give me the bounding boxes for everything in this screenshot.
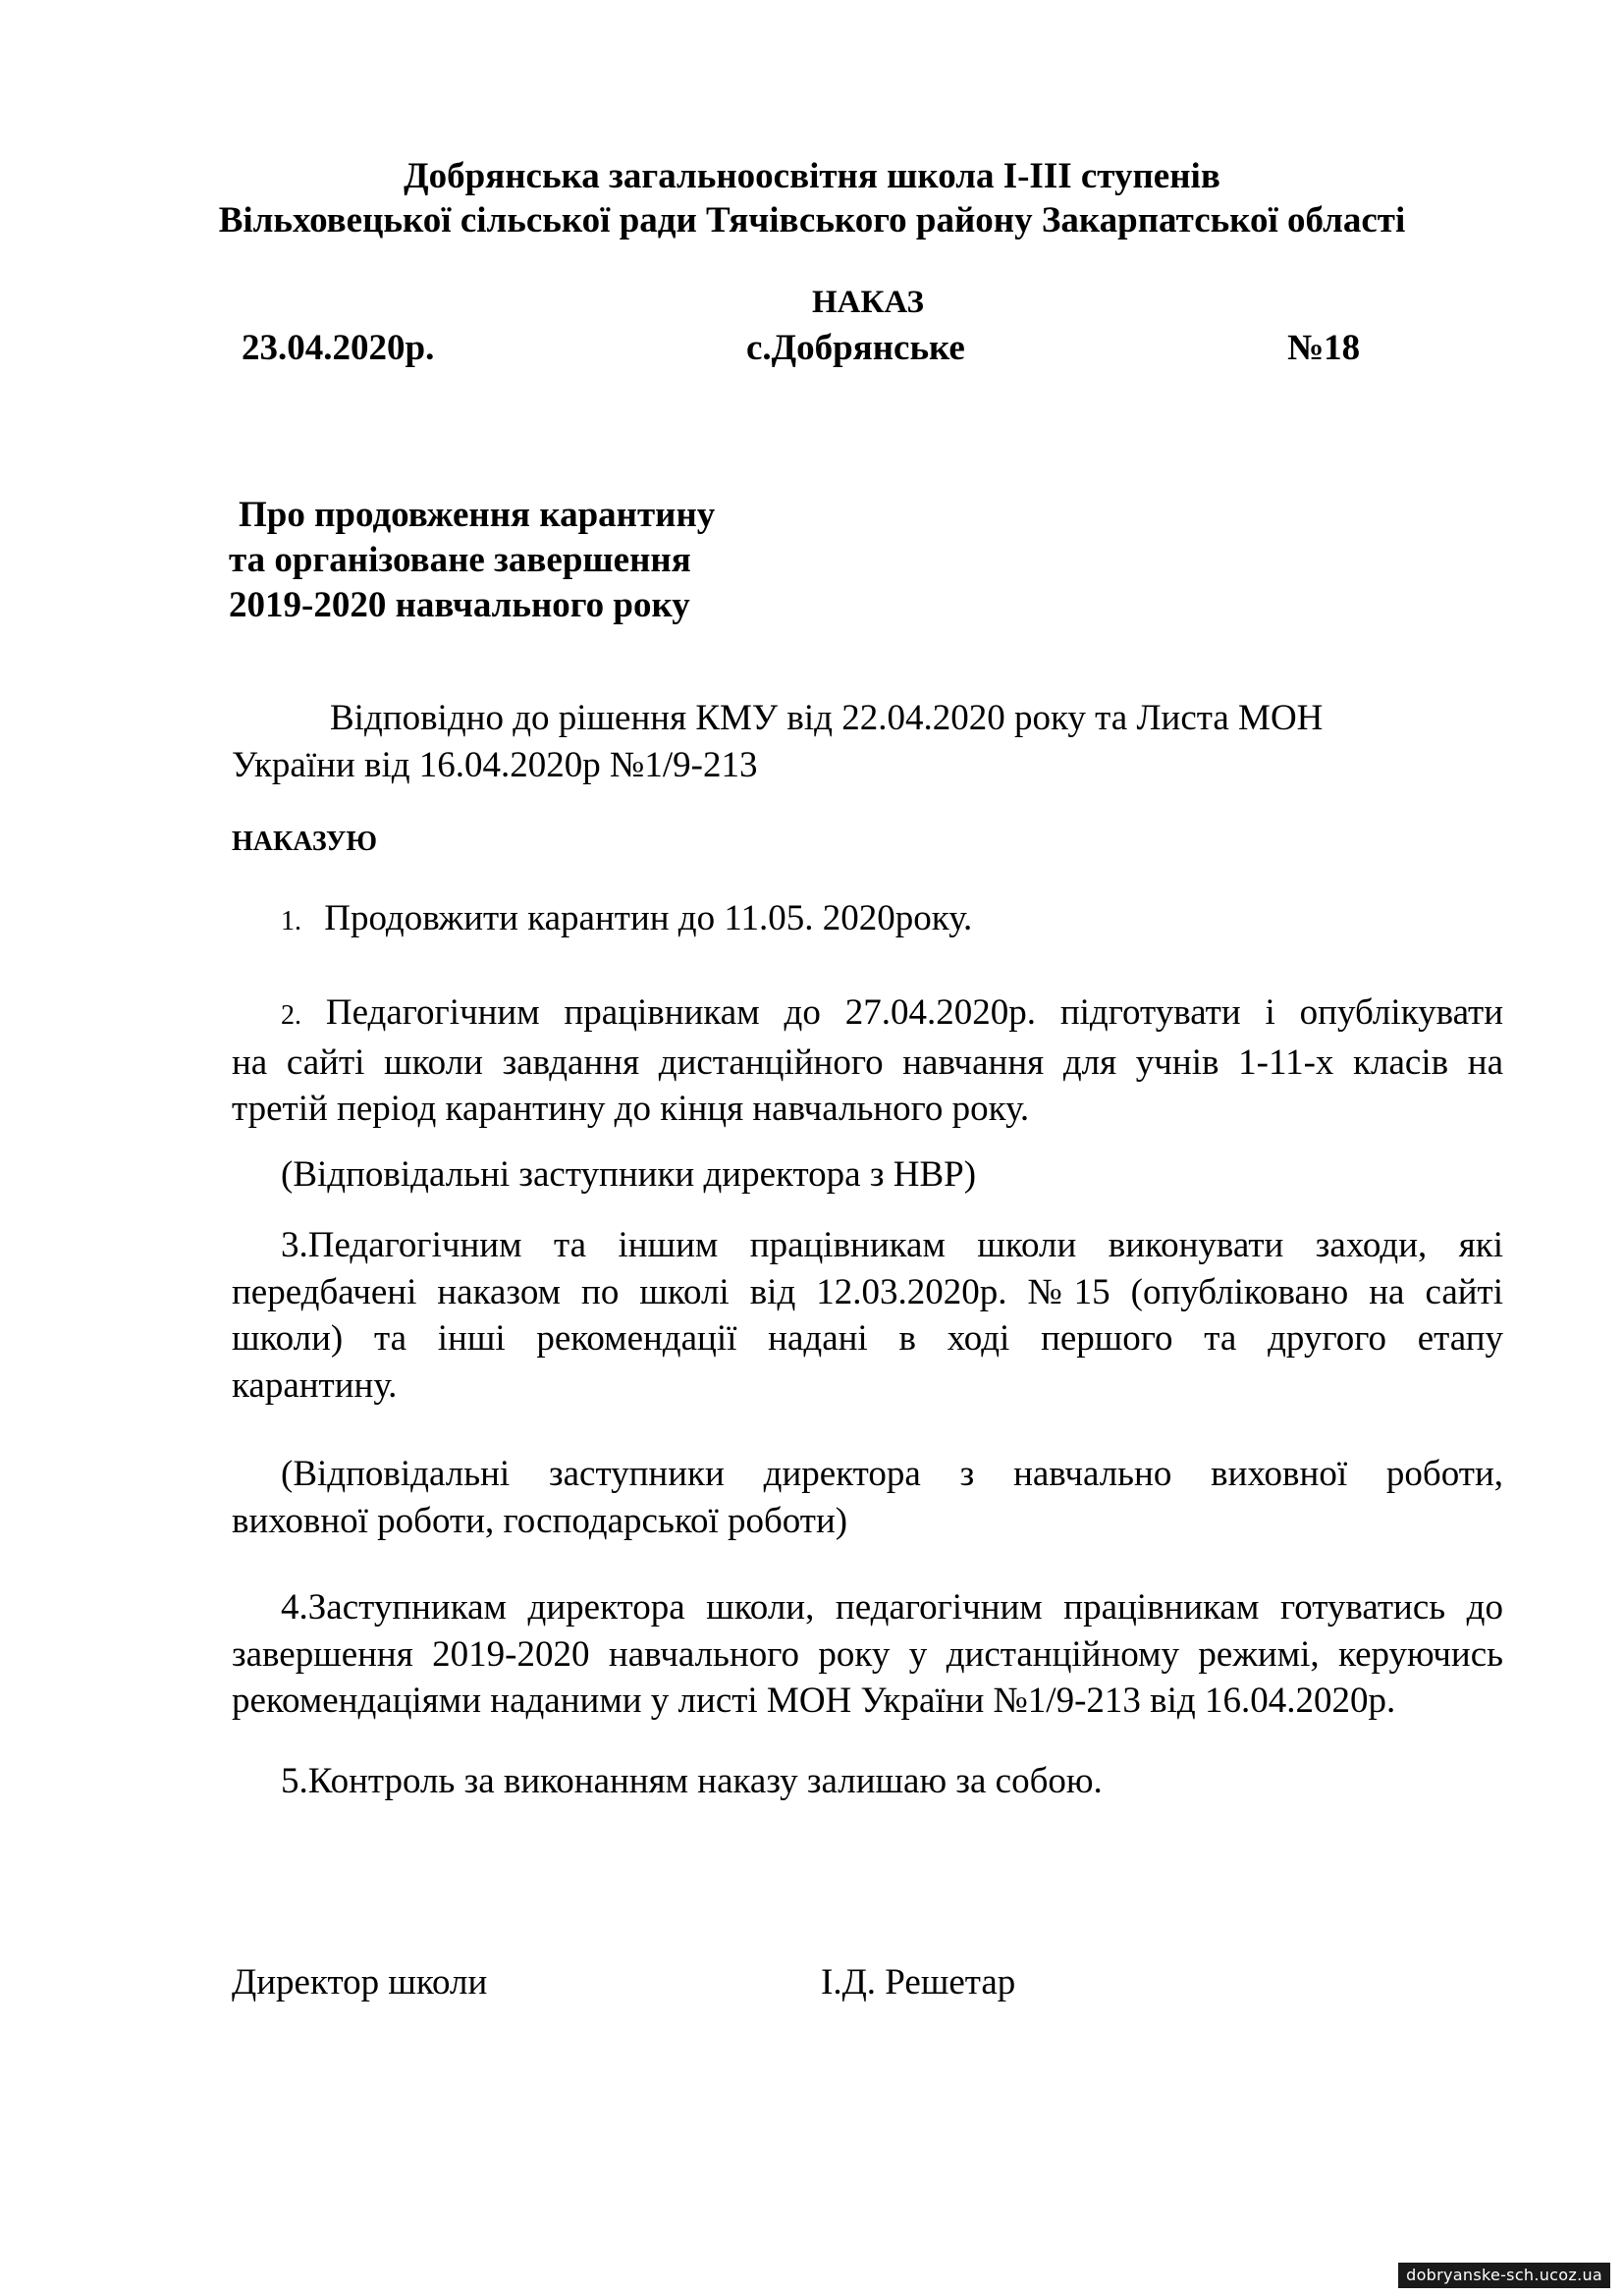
subject-line1: Про продовження карантину <box>239 495 716 535</box>
item-2-responsible: (Відповідальні заступники директора з НВР) <box>281 1154 977 1195</box>
item-2 <box>232 989 1503 1133</box>
item-5: 5.Контроль за виконанням наказу залишаю за собою. <box>281 1761 1103 1801</box>
item-4 <box>232 1584 1503 1725</box>
school-name-line2: Вільховецької сільської ради Тячівського району Закарпатської області <box>218 200 1406 240</box>
directive-heading: НАКАЗУЮ <box>232 827 377 857</box>
item-3-responsible-line1: (Відповідальні заступники директора з навчально виховної роботи, <box>281 1454 1503 1494</box>
order-subject <box>229 493 715 628</box>
item-3 <box>232 1222 1503 1409</box>
item-1 <box>281 895 972 944</box>
item-3-responsible-line2: виховної роботи, господарської роботи) <box>232 1500 848 1541</box>
item-3-line2: передбачені наказом по школі від 12.03.2020р. №15 (опубліковано на сайті <box>232 1271 1503 1312</box>
subject-line2: та організоване завершення <box>229 540 691 580</box>
item-4-line3: рекомендаціями наданими у листі МОН України №1/9-213 від 16.04.2020р. <box>232 1681 1396 1721</box>
item-1-number: 1. <box>281 906 301 936</box>
order-place: с.Добрянське <box>746 328 965 368</box>
order-date: 23.04.2020р. <box>242 328 435 368</box>
site-watermark: dobryanske-sch.ucoz.ua <box>1398 2263 1610 2288</box>
item-3-responsible <box>232 1451 1503 1544</box>
preamble-line1: Відповідно до рішення КМУ від 22.04.2020 року та Листа МОН <box>330 698 1324 738</box>
school-name-line1: Добрянська загальноосвітня школа І-ІІІ ступенів <box>404 156 1220 196</box>
item-1-text: Продовжити карантин до 11.05. 2020року. <box>324 898 973 938</box>
item-2-line1: 2. Педагогічним працівникам до 27.04.2020р. підготувати і опублікувати <box>281 992 1504 1033</box>
preamble-line2: України від 16.04.2020р №1/9-213 <box>232 745 758 785</box>
subject-line3: 2019-2020 навчального року <box>229 585 690 625</box>
item-3-line1: 3.Педагогічним та іншим працівникам школи виконувати заходи, які <box>281 1225 1503 1265</box>
item-2-line2: на сайті школи завдання дистанційного навчання для учнів 1-11-х класів на <box>232 1041 1503 1083</box>
item-3-line3: школи) та інші рекомендації надані в ході першого та другого етапу <box>232 1318 1503 1359</box>
order-number: №18 <box>1287 328 1361 368</box>
item-3-line4: карантину. <box>232 1364 398 1406</box>
item-4-line1: 4.Заступникам директора школи, педагогічним працівникам готуватись до <box>281 1587 1503 1628</box>
signature-name: І.Д. Решетар <box>821 1962 1016 2002</box>
item-4-line2: завершення 2019-2020 навчального року у дистанційному режимі, керуючись <box>232 1633 1503 1675</box>
signature-position: Директор школи <box>232 1962 488 2002</box>
item-2-line3: третій період карантину до кінця навчального року. <box>232 1089 1030 1129</box>
item-2-number: 2. <box>281 1000 301 1031</box>
order-title: НАКАЗ <box>812 285 924 320</box>
